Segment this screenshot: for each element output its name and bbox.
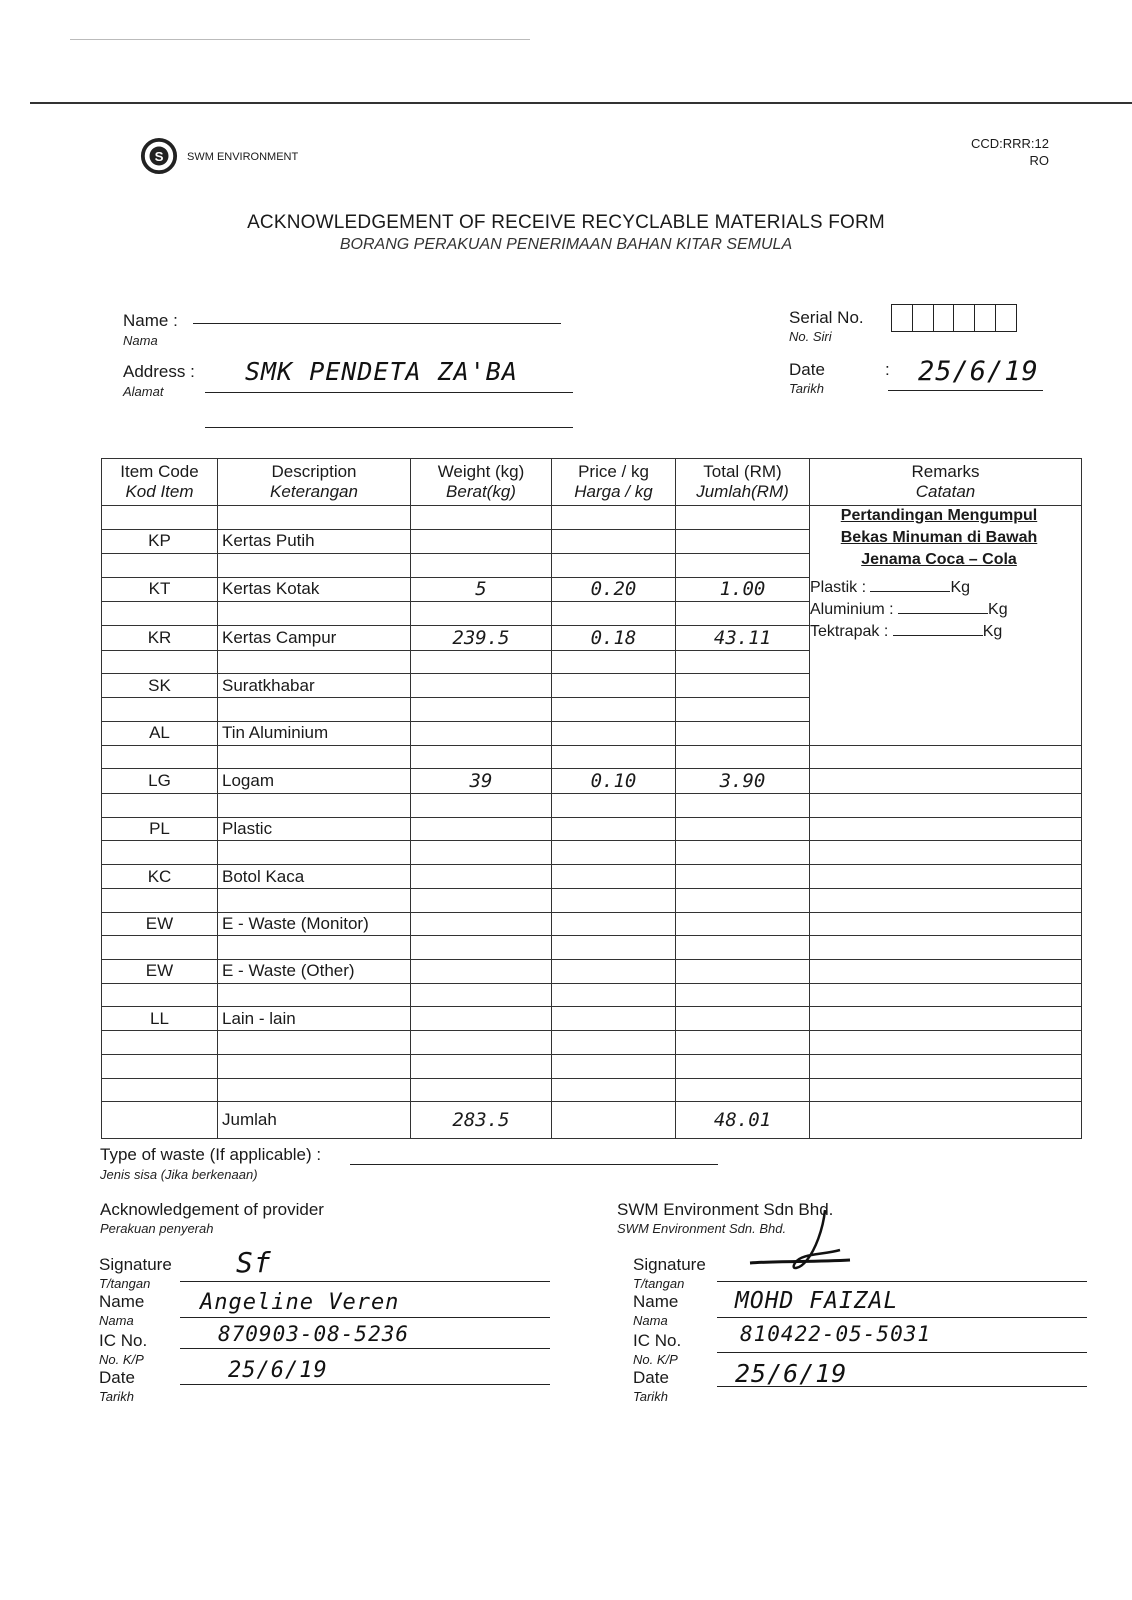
blank-cell <box>810 1054 1082 1078</box>
company-name: MOHD FAIZAL <box>735 1288 899 1314</box>
provider-name-field[interactable] <box>180 1317 550 1318</box>
blank-cell <box>552 1031 676 1055</box>
company-ic-label-ms: No. K/P <box>633 1352 678 1367</box>
company-name-field[interactable] <box>717 1317 1087 1318</box>
provider-ic: 870903-08-5236 <box>218 1322 410 1346</box>
total-remarks-empty <box>810 1102 1082 1139</box>
spacer-cell <box>218 698 411 722</box>
address-label: Address : <box>123 362 195 381</box>
spacer-cell <box>411 553 552 577</box>
item-total <box>676 721 810 745</box>
provider-date: 25/6/19 <box>228 1358 328 1383</box>
waste-field[interactable] <box>350 1164 718 1165</box>
item-price <box>552 1007 676 1031</box>
item-description: Suratkhabar <box>218 674 411 698</box>
provider-ic-field[interactable] <box>180 1348 550 1349</box>
item-description: Kertas Campur <box>218 626 411 651</box>
item-code: LG <box>102 769 218 794</box>
spacer-cell <box>102 794 218 818</box>
item-description: Kertas Kotak <box>218 577 411 602</box>
remarks-empty-cell <box>810 817 1082 841</box>
item-weight <box>411 912 552 936</box>
address-value: SMK PENDETA ZA'BA <box>245 357 518 386</box>
item-total <box>676 1007 810 1031</box>
provider-signature: Sf <box>236 1246 272 1279</box>
table-row <box>102 912 1082 936</box>
item-weight: 5 <box>411 577 552 602</box>
item-code: KT <box>102 577 218 602</box>
item-weight <box>411 960 552 984</box>
svg-text:S: S <box>154 148 164 164</box>
table-spacer-row <box>102 745 1082 769</box>
total-label: Jumlah <box>218 1102 411 1139</box>
item-code: PL <box>102 817 218 841</box>
remarks-empty-cell <box>810 1007 1082 1031</box>
spacer-cell <box>552 506 676 530</box>
item-weight <box>411 817 552 841</box>
remarks-empty-cell <box>810 912 1082 936</box>
item-code: KR <box>102 626 218 651</box>
table-spacer-row <box>102 888 1082 912</box>
spacer-cell <box>552 888 676 912</box>
spacer-cell <box>102 745 218 769</box>
date-label: Date <box>789 360 825 379</box>
provider-ic-label: IC No. <box>99 1331 148 1350</box>
total-row <box>102 1102 1082 1139</box>
top-faint-rule <box>70 39 530 40</box>
form-code-line1: CCD:RRR:12 <box>970 136 1049 151</box>
company-signature-label-ms: T/tangan <box>633 1276 685 1291</box>
spacer-cell <box>411 841 552 865</box>
table-row <box>102 769 1082 794</box>
remarks-tektrapak: Tektrapak : Kg <box>810 623 1003 640</box>
item-price <box>552 865 676 889</box>
company-ic: 810422-05-5031 <box>740 1322 932 1346</box>
provider-signature-field[interactable] <box>180 1281 550 1282</box>
item-description: E - Waste (Monitor) <box>218 912 411 936</box>
item-description: E - Waste (Other) <box>218 960 411 984</box>
spacer-cell <box>411 794 552 818</box>
total-price-empty <box>552 1102 676 1139</box>
blank-cell <box>102 1054 218 1078</box>
spacer-cell <box>810 888 1082 912</box>
header-price: Price / kg Harga / kg <box>552 459 676 506</box>
provider-heading-ms: Perakuan penyerah <box>100 1221 214 1236</box>
spacer-cell <box>676 698 810 722</box>
spacer-cell <box>810 794 1082 818</box>
item-weight: 239.5 <box>411 626 552 651</box>
spacer-cell <box>552 553 676 577</box>
header-remarks: Remarks Catatan <box>810 459 1082 506</box>
table-spacer-row <box>102 983 1082 1007</box>
blank-cell <box>411 1054 552 1078</box>
spacer-cell <box>676 888 810 912</box>
serial-label-ms: No. Siri <box>789 329 832 344</box>
serial-number-boxes[interactable] <box>891 304 1017 332</box>
item-code: LL <box>102 1007 218 1031</box>
spacer-cell <box>218 794 411 818</box>
table-row <box>102 960 1082 984</box>
provider-name-label-ms: Nama <box>99 1313 134 1328</box>
form-code-line2: RO <box>1029 153 1049 168</box>
spacer-cell <box>411 602 552 626</box>
provider-name-label: Name <box>99 1292 145 1311</box>
date-field[interactable] <box>888 390 1043 391</box>
item-description: Botol Kaca <box>218 865 411 889</box>
remarks-line3: Jenama Coca – Cola <box>861 551 1017 568</box>
spacer-cell <box>218 841 411 865</box>
item-total <box>676 912 810 936</box>
item-price <box>552 912 676 936</box>
brand-name: SWM ENVIRONMENT <box>187 151 299 163</box>
item-total: 1.00 <box>676 577 810 602</box>
company-date-label-ms: Tarikh <box>633 1389 668 1404</box>
remarks-line1: Pertandingan Mengumpul <box>840 507 1038 524</box>
item-weight <box>411 1007 552 1031</box>
form-code <box>971 135 1049 169</box>
item-description: Tin Aluminium <box>218 721 411 745</box>
blank-cell <box>810 1031 1082 1055</box>
item-price: 0.18 <box>552 626 676 651</box>
spacer-cell <box>552 983 676 1007</box>
table-blank-row <box>102 1031 1082 1055</box>
spacer-cell <box>676 841 810 865</box>
spacer-cell <box>552 936 676 960</box>
item-code: EW <box>102 912 218 936</box>
name-label: Name : <box>123 311 178 330</box>
item-total <box>676 674 810 698</box>
spacer-cell <box>102 841 218 865</box>
table-row <box>102 865 1082 889</box>
spacer-cell <box>102 983 218 1007</box>
waste-label: Type of waste (If applicable) : <box>100 1145 322 1164</box>
spacer-cell <box>552 745 676 769</box>
spacer-cell <box>411 888 552 912</box>
item-weight <box>411 530 552 554</box>
item-weight <box>411 721 552 745</box>
item-total <box>676 865 810 889</box>
table-spacer-row <box>102 936 1082 960</box>
company-heading: SWM Environment Sdn Bhd. <box>617 1200 834 1219</box>
spacer-cell <box>218 888 411 912</box>
date-colon: : <box>885 360 890 379</box>
provider-name: Angeline Veren <box>200 1290 400 1315</box>
swm-logo-icon <box>140 137 178 175</box>
spacer-cell <box>102 553 218 577</box>
remarks-empty-cell <box>810 960 1082 984</box>
blank-cell <box>676 1031 810 1055</box>
spacer-cell <box>676 553 810 577</box>
spacer-cell <box>810 936 1082 960</box>
spacer-cell <box>102 602 218 626</box>
table-header-row <box>102 459 1082 506</box>
spacer-cell <box>411 936 552 960</box>
table-row <box>102 817 1082 841</box>
company-date-field[interactable] <box>717 1386 1087 1387</box>
item-price: 0.10 <box>552 769 676 794</box>
item-description: Plastic <box>218 817 411 841</box>
blank-cell <box>676 1054 810 1078</box>
table-spacer-row <box>102 841 1082 865</box>
spacer-cell <box>676 936 810 960</box>
blank-cell <box>218 1078 411 1102</box>
item-description: Lain - lain <box>218 1007 411 1031</box>
item-total: 43.11 <box>676 626 810 651</box>
provider-date-label-ms: Tarikh <box>99 1389 134 1404</box>
spacer-cell <box>218 506 411 530</box>
spacer-cell <box>102 888 218 912</box>
company-date: 25/6/19 <box>735 1359 848 1388</box>
company-signature-label: Signature <box>633 1255 706 1274</box>
provider-heading: Acknowledgement of provider <box>100 1200 324 1219</box>
spacer-cell <box>218 650 411 674</box>
item-total <box>676 817 810 841</box>
item-code: AL <box>102 721 218 745</box>
spacer-cell <box>102 698 218 722</box>
spacer-cell <box>552 794 676 818</box>
header-total: Total (RM) Jumlah(RM) <box>676 459 810 506</box>
spacer-cell <box>676 602 810 626</box>
remarks-empty-cell <box>810 769 1082 794</box>
blank-cell <box>552 1054 676 1078</box>
table-blank-row <box>102 1078 1082 1102</box>
item-code: KP <box>102 530 218 554</box>
company-date-label: Date <box>633 1368 669 1387</box>
provider-signature-label: Signature <box>99 1255 172 1274</box>
item-weight: 39 <box>411 769 552 794</box>
spacer-cell <box>102 506 218 530</box>
table-row <box>102 1007 1082 1031</box>
spacer-cell <box>552 602 676 626</box>
item-description: Kertas Putih <box>218 530 411 554</box>
blank-cell <box>411 1078 552 1102</box>
remarks-aluminium: Aluminium : Kg <box>810 601 1008 618</box>
spacer-cell <box>411 983 552 1007</box>
item-price <box>552 674 676 698</box>
provider-date-field[interactable] <box>180 1384 550 1385</box>
blank-cell <box>102 1031 218 1055</box>
item-description: Logam <box>218 769 411 794</box>
blank-cell <box>676 1078 810 1102</box>
total-weight: 283.5 <box>411 1102 552 1139</box>
spacer-cell <box>102 650 218 674</box>
table-spacer-row <box>102 794 1082 818</box>
item-code: SK <box>102 674 218 698</box>
spacer-cell <box>218 553 411 577</box>
remarks-block <box>810 505 1068 643</box>
spacer-cell <box>218 936 411 960</box>
spacer-cell <box>218 602 411 626</box>
serial-label: Serial No. <box>789 308 864 327</box>
remarks-empty-cell <box>810 865 1082 889</box>
spacer-cell <box>218 983 411 1007</box>
header-weight: Weight (kg) Berat(kg) <box>411 459 552 506</box>
spacer-cell <box>552 698 676 722</box>
name-label-ms: Nama <box>123 333 158 348</box>
provider-signature-label-ms: T/tangan <box>99 1276 151 1291</box>
provider-date-label: Date <box>99 1368 135 1387</box>
item-weight <box>411 865 552 889</box>
item-total: 3.90 <box>676 769 810 794</box>
spacer-cell <box>676 650 810 674</box>
blank-cell <box>411 1031 552 1055</box>
spacer-cell <box>411 745 552 769</box>
form-subtitle: BORANG PERAKUAN PENERIMAAN BAHAN KITAR SEMULA <box>339 236 793 253</box>
blank-cell <box>218 1031 411 1055</box>
name-field[interactable] <box>193 323 561 324</box>
item-price <box>552 721 676 745</box>
address-label-ms: Alamat <box>123 384 164 399</box>
item-price <box>552 960 676 984</box>
spacer-cell <box>411 650 552 674</box>
spacer-cell <box>676 745 810 769</box>
total-amount: 48.01 <box>676 1102 810 1139</box>
form-title: ACKNOWLEDGEMENT OF RECEIVE RECYCLABLE MATERIALS FORM <box>247 212 885 233</box>
company-name-label: Name <box>633 1292 679 1311</box>
item-price: 0.20 <box>552 577 676 602</box>
date-value: 25/6/19 <box>918 356 1039 387</box>
blank-cell <box>102 1078 218 1102</box>
table-blank-row <box>102 1054 1082 1078</box>
spacer-cell <box>218 745 411 769</box>
spacer-cell <box>810 983 1082 1007</box>
top-rule <box>30 102 1132 104</box>
address-field-line1[interactable] <box>205 392 573 393</box>
provider-ic-label-ms: No. K/P <box>99 1352 144 1367</box>
total-empty-cell <box>102 1102 218 1139</box>
header-item-code: Item Code Kod Item <box>102 459 218 506</box>
spacer-cell <box>552 650 676 674</box>
header-description: Description Keterangan <box>218 459 411 506</box>
spacer-cell <box>676 794 810 818</box>
company-ic-field[interactable] <box>717 1352 1087 1353</box>
item-code: KC <box>102 865 218 889</box>
company-signature-field[interactable] <box>717 1281 1087 1282</box>
item-weight <box>411 674 552 698</box>
date-label-ms: Tarikh <box>789 381 824 396</box>
address-field-line2[interactable] <box>205 427 573 428</box>
blank-cell <box>552 1078 676 1102</box>
spacer-cell <box>810 841 1082 865</box>
spacer-cell <box>810 745 1082 769</box>
item-total <box>676 960 810 984</box>
spacer-cell <box>411 506 552 530</box>
blank-cell <box>218 1054 411 1078</box>
spacer-cell <box>102 936 218 960</box>
remarks-plastik: Plastik : Kg <box>810 579 971 596</box>
item-total <box>676 530 810 554</box>
blank-cell <box>810 1078 1082 1102</box>
spacer-cell <box>676 506 810 530</box>
company-name-label-ms: Nama <box>633 1313 668 1328</box>
item-code: EW <box>102 960 218 984</box>
waste-label-ms: Jenis sisa (Jika berkenaan) <box>100 1167 258 1182</box>
spacer-cell <box>552 841 676 865</box>
company-heading-ms: SWM Environment Sdn. Bhd. <box>617 1221 787 1236</box>
spacer-cell <box>676 983 810 1007</box>
remarks-line2: Bekas Minuman di Bawah <box>840 529 1038 546</box>
company-ic-label: IC No. <box>633 1331 682 1350</box>
spacer-cell <box>411 698 552 722</box>
company-signature-icon <box>745 1205 855 1280</box>
item-price <box>552 817 676 841</box>
item-price <box>552 530 676 554</box>
